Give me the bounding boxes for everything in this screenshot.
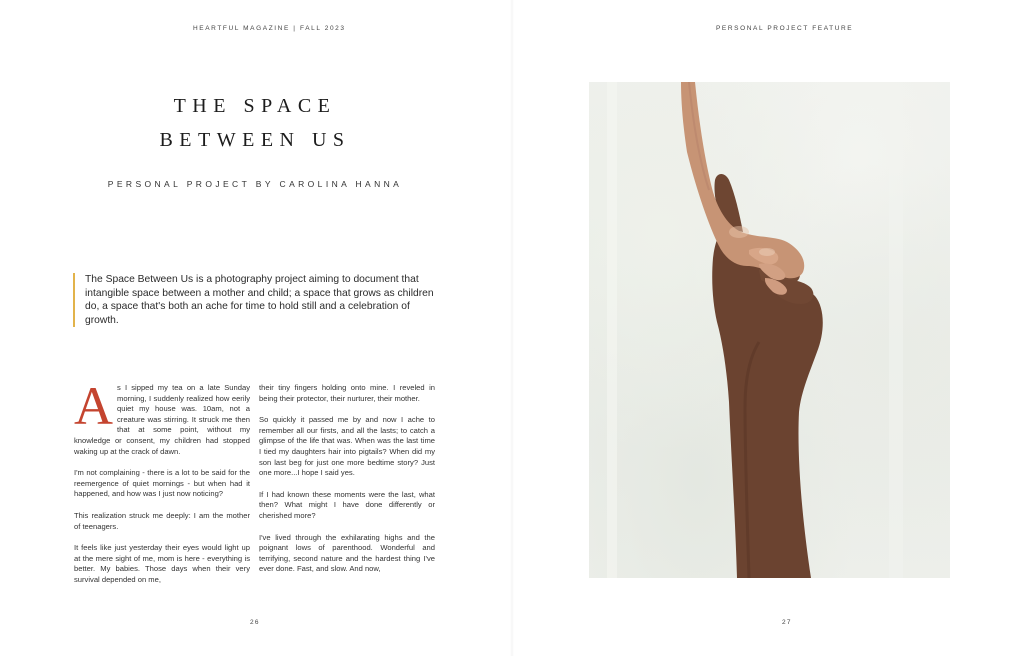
body-paragraph: As I sipped my tea on a late Sunday morning, I suddenly realized how eerily quiet my house was. 10am, not a creature was stirring. It struck me then that at some point, without my knowledge or consent, my children had stopped waking up at the crack of dawn. bbox=[74, 376, 250, 456]
title-line-1: THE SPACE bbox=[173, 95, 337, 117]
drop-cap: A bbox=[74, 376, 113, 436]
hands-illustration bbox=[589, 82, 950, 578]
body-paragraph: This realization struck me deeply: I am the mother of teenagers. bbox=[74, 510, 250, 531]
article-title bbox=[0, 89, 510, 157]
body-column-right bbox=[259, 383, 435, 586]
pull-quote-text: The Space Between Us is a photography project aiming to document that intangible space between a mother and child; a space that grows as children do, a space that's both an ache for time to hold still and a celebration of growth. bbox=[85, 274, 434, 326]
page-number-right: 27 bbox=[782, 619, 792, 626]
body-paragraph: So quickly it passed me by and now I ache to remember all our firsts, and all the lasts; to catch a glimpse of the life that was. When was the last time I tied my daughters hair into pigtails? When did my son last beg for just one more bedtime story? Just one more...I hope I said yes. bbox=[259, 415, 435, 478]
page-gutter bbox=[510, 0, 514, 656]
body-column-left bbox=[74, 376, 250, 597]
body-paragraph: I'm not complaining - there is a lot to be said for the reemergence of quiet mornings - but when had it happened, and how was I just now noticing? bbox=[74, 468, 250, 499]
body-paragraph: I've lived through the exhilarating highs and the poignant lows of parenthood. Wonderful and terrifying, second nature and the hardest thing I've ever done. Fast, and slow. And now, bbox=[259, 532, 435, 574]
hands-photograph bbox=[589, 82, 950, 578]
body-paragraph: If I had known these moments were the last, what then? What might I have done differently or cherished more? bbox=[259, 489, 435, 520]
body-paragraph: their tiny fingers holding onto mine. I reveled in being their protector, their nurturer, their mother. bbox=[259, 383, 435, 403]
running-head-right: PERSONAL PROJECT FEATURE bbox=[716, 25, 854, 32]
title-line-2: BETWEEN US bbox=[159, 129, 351, 151]
running-head-left: HEARTFUL MAGAZINE | FALL 2023 bbox=[193, 25, 346, 32]
pull-quote bbox=[73, 273, 445, 327]
body-paragraph: It feels like just yesterday their eyes would light up at the mere sight of me, mom is here - everything is better. My babies. Those days when their very survival depended on me, bbox=[74, 543, 250, 584]
page-number-left: 26 bbox=[250, 619, 260, 626]
article-byline: PERSONAL PROJECT BY CAROLINA HANNA bbox=[107, 179, 403, 189]
